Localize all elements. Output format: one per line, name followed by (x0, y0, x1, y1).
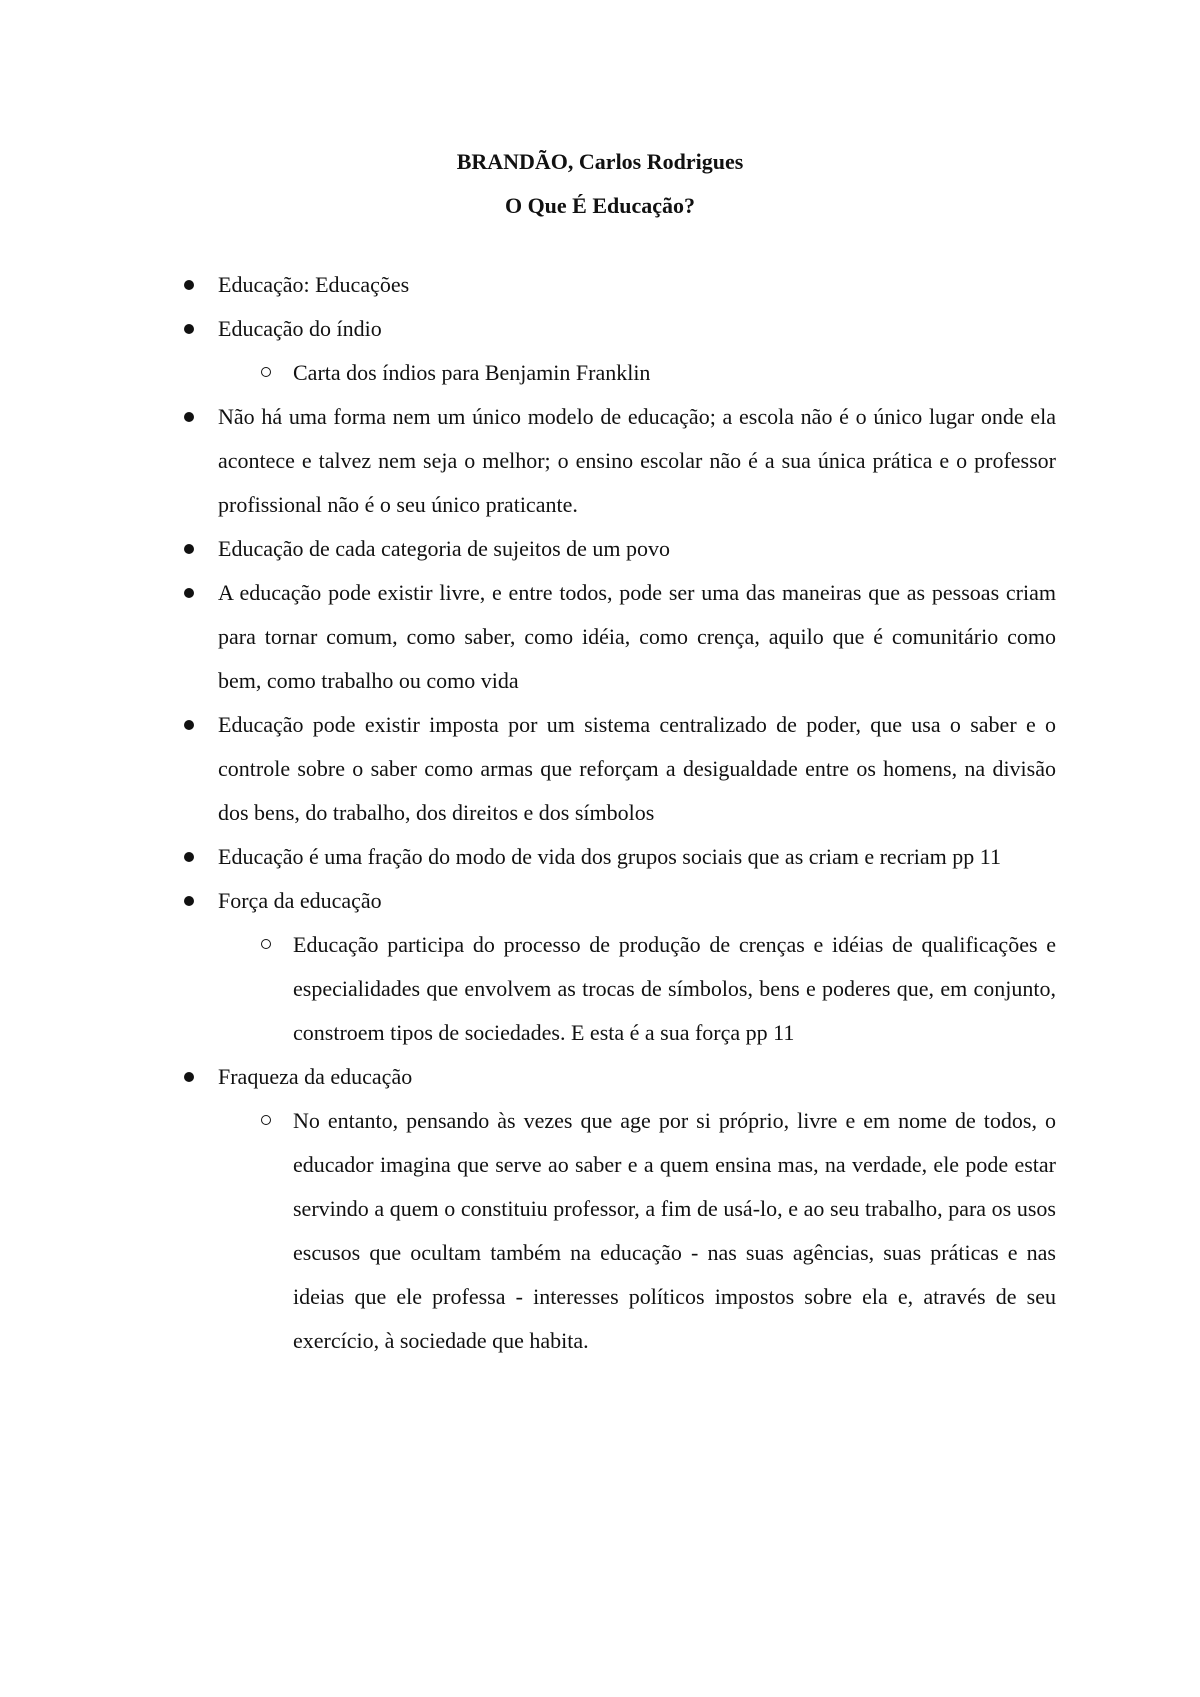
filled-bullet-icon (184, 280, 194, 290)
filled-bullet-icon (184, 1072, 194, 1082)
sub-list-item (293, 351, 1056, 395)
document-header (0, 140, 1200, 228)
list-item (218, 527, 1056, 571)
list-item-text: Carta dos índios para Benjamin Franklin (293, 360, 651, 385)
list-item (218, 835, 1056, 879)
list-item-text: A educação pode existir livre, e entre todos, pode ser uma das maneiras que as pessoas criam para tornar comum, como saber, como idéia, como crença, aquilo que é comunitário como bem, como trabalho ou como vida (218, 580, 1056, 693)
filled-bullet-icon (184, 544, 194, 554)
bullet-list (184, 263, 1056, 1363)
list-item-text: Força da educação (218, 888, 382, 913)
filled-bullet-icon (184, 852, 194, 862)
list-item (218, 263, 1056, 307)
sub-list-item (293, 923, 1056, 1055)
book-title: O Que É Educação? (504, 193, 696, 218)
list-item (218, 879, 1056, 923)
list-item-text: Não há uma forma nem um único modelo de educação; a escola não é o único lugar onde ela acontece e talvez nem seja o melhor; o ensino escolar não é a sua única prática e o professor profissional não é o seu único praticante. (218, 404, 1056, 517)
list-item (218, 395, 1056, 527)
hollow-bullet-icon (261, 367, 271, 377)
filled-bullet-icon (184, 896, 194, 906)
list-item-text: Educação do índio (218, 316, 382, 341)
list-item (218, 1055, 1056, 1099)
list-item-text: Fraqueza da educação (218, 1064, 413, 1089)
list-item (218, 307, 1056, 351)
list-item-text: Educação de cada categoria de sujeitos de um povo (218, 536, 671, 561)
list-item-text: Educação pode existir imposta por um sistema centralizado de poder, que usa o saber e o controle sobre o saber como armas que reforçam a desigualdade entre os homens, na divisão dos bens, do trabalho, dos direitos e dos símbolos (218, 712, 1056, 825)
hollow-bullet-icon (261, 939, 271, 949)
list-item-text: Educação é uma fração do modo de vida dos grupos sociais que as criam e recriam pp 11 (218, 844, 1001, 869)
hollow-bullet-icon (261, 1115, 271, 1125)
list-item-text: No entanto, pensando às vezes que age por si próprio, livre e em nome de todos, o educador imagina que serve ao saber e a quem ensina mas, na verdade, ele pode estar servindo a quem o constituiu professor, a fim de usá-lo, e ao seu trabalho, para os usos escusos que ocultam também na educação - nas suas agências, suas práticas e nas ideias que ele professa - interesses políticos impostos sobre ela e, através de seu exercício, à sociedade que habita. (293, 1108, 1056, 1353)
filled-bullet-icon (184, 720, 194, 730)
filled-bullet-icon (184, 412, 194, 422)
list-item (218, 703, 1056, 835)
filled-bullet-icon (184, 588, 194, 598)
sub-list-item (293, 1099, 1056, 1363)
list-item (218, 571, 1056, 703)
filled-bullet-icon (184, 324, 194, 334)
author-heading: BRANDÃO, Carlos Rodrigues (456, 149, 744, 174)
list-item-text: Educação participa do processo de produção de crenças e idéias de qualificações e especialidades que envolvem as trocas de símbolos, bens e poderes que, em conjunto, constroem tipos de sociedades. E esta é a sua força pp 11 (293, 932, 1056, 1045)
list-item-text: Educação: Educações (218, 272, 410, 297)
